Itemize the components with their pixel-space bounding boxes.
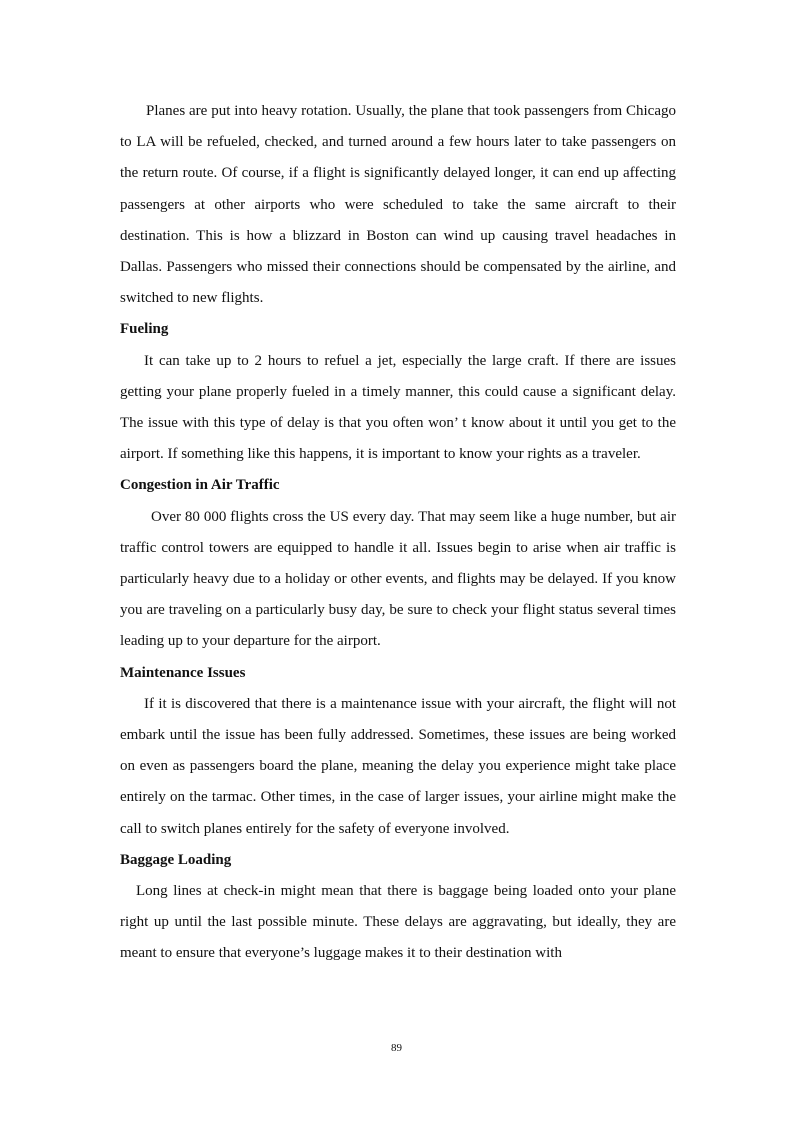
heading-maintenance-issues: Maintenance Issues <box>120 664 246 681</box>
heading-congestion-in-air-traffic: Congestion in Air Traffic <box>120 477 280 494</box>
paragraph-maintenance: If it is discovered that there is a maintenance issue with your aircraft, the flight will not embark until the issue has been fully addressed. Sometimes, these issues are being worked on even as passengers board the plane, meaning the delay you experience might take place entirely on the tarmac. Other times, in the case of larger issues, your airline might make the call to switch planes entirely for the safety of everyone involved. <box>120 695 676 837</box>
paragraph-plane-rotation: Planes are put into heavy rotation. Usually, the plane that took passengers from Chicago to LA will be refueled, checked, and turned around a few hours later to take passengers on the return route. Of course, if a flight is significantly delayed longer, it can end up affecting passengers at other airports who were scheduled to take the same aircraft to their destination. This is how a blizzard in Boston can wind up causing travel headaches in Dallas. Passengers who missed their connections should be compensated by the airline, and switched to new flights. <box>120 103 676 307</box>
paragraph-baggage-loading: Long lines at check-in might mean that there is baggage being loaded onto your plane right up until the last possible minute. These delays are aggravating, but ideally, they are meant to ensure that everyone’s luggage makes it to their destination with <box>120 883 676 962</box>
paragraph-congestion: Over 80 000 flights cross the US every day. That may seem like a huge number, but air traffic control towers are equipped to handle it all. Issues begin to arise when air traffic is particularly heavy due to a holiday or other events, and flights may be delayed. If you know you are traveling on a particularly busy day, be sure to check your flight status several times leading up to your departure for the airport. <box>120 508 676 650</box>
page-content <box>120 96 676 970</box>
heading-fueling: Fueling <box>120 321 169 338</box>
heading-baggage-loading: Baggage Loading <box>120 851 232 868</box>
paragraph-fueling: It can take up to 2 hours to refuel a jet, especially the large craft. If there are issues getting your plane properly fueled in a timely manner, this could cause a significant delay. The issue with this type of delay is that you often won’ t know about it until you get to the airport. If something like this happens, it is important to know your rights as a traveler. <box>120 352 676 463</box>
page-number: 89 <box>391 1042 402 1054</box>
